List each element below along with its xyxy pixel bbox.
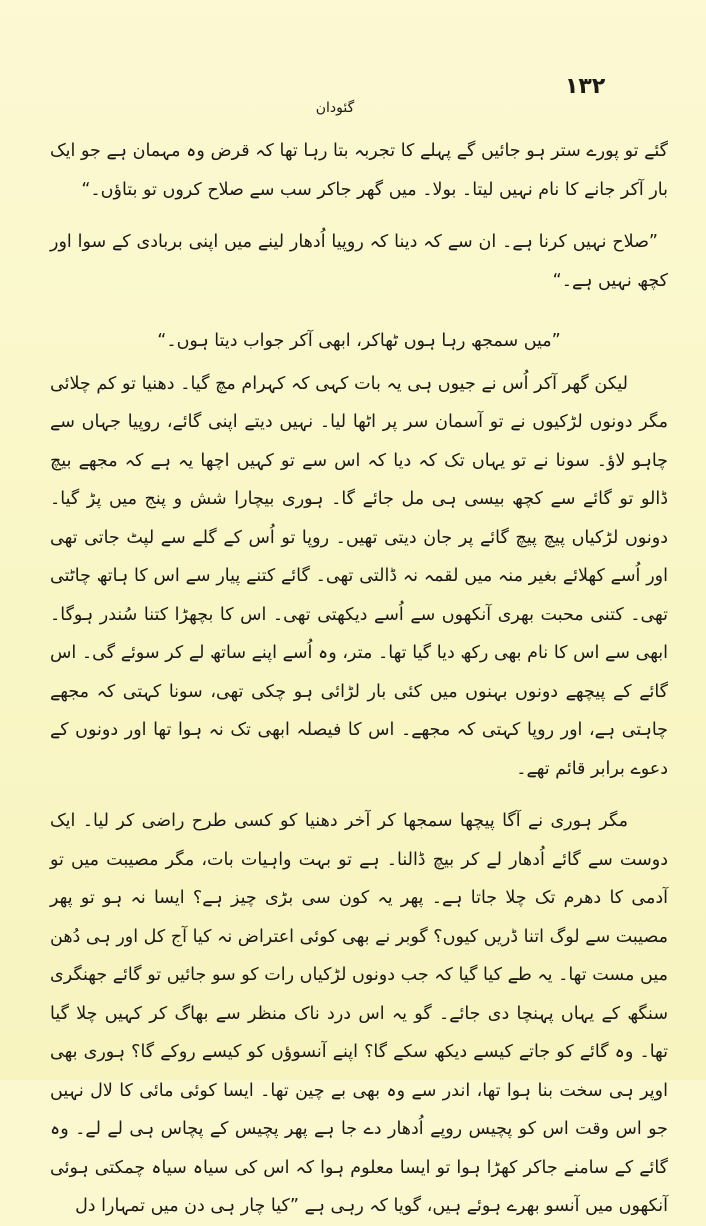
running-head: گئودان	[315, 100, 355, 116]
paragraph-5: مگر ہوری نے آگا پیچھا سمجھا کر آخر دھنیا کو کسی طرح راضی کر لیا۔ ایک دوست سے گائے اُدھار لے کر بیچ ڈالنا۔ ہے تو بہت واہیات بات، مگر مصیبت میں تو آدمی کا دھرم تک چلا جاتا ہے۔ پھر یہ کون سی بڑی چیز ہے؟ ایسا نہ ہو تو پھر مصیبت سے لوگ اتنا ڈریں کیوں؟ گوبر نے بھی کوئی اعتراض نہ کیا آج کل اور ہی دُھن میں مست تھا۔ یہ طے کیا گیا کہ جب دونوں لڑکیاں رات کو سو جائیں تو گائے جھنگری سنگھ کے یہاں پہنچا دی جائے۔ گو یہ اس درد ناک منظر سے بھاگ کر کہیں چلا گیا تھا۔ وہ گائے کو جاتے کیسے دیکھ سکے گا؟ اپنے آنسوؤں کو کیسے روکے گا؟ ہوری بھی اوپر ہی سخت بنا ہوا تھا، اندر سے وہ بھی بے چین تھا۔ ایسا کوئی مائی کا لال نہیں جو اس وقت اس کو پچیس روپے اُدھار دے جا ہے پھر پچیس کے پچاس ہی لے لے۔ وہ گائے کے سامنے جاکر کھڑا ہوا تو ایسا معلوم ہوا کہ اس کی سیاہ سیاہ چمکتی ہوئی آنکھوں میں آنسو بھرے ہوئے ہیں، گویا کہ رہی ہے ”کیا چار ہی دن میں تمہارا دل	[50, 811, 668, 1216]
page-number: ١٣٢	[565, 74, 606, 99]
paragraph-3: ”میں سمجھ رہا ہوں ٹھاکر، ابھی آکر جواب دیتا ہوں۔“	[157, 331, 561, 351]
paragraph-1: گئے تو پورے ستر ہو جائیں گے پہلے کا تجربہ بتا رہا تھا کہ قرض وہ مہمان ہے جو ایک بار آکر جانے کا نام نہیں لیتا۔ بولا۔ میں گھر جاکر سب سے صلاح کروں تو بتاؤں۔“	[50, 141, 668, 200]
paragraph-2: ”صلاح نہیں کرنا ہے۔ ان سے کہ دینا کہ روپیا اُدھار لینے میں اپنی بربادی کے سوا اور کچھ نہیں ہے۔“	[50, 232, 668, 291]
page-body	[50, 128, 668, 1216]
paragraph-4: لیکن گھر آکر اُس نے جیوں ہی یہ بات کہی کہ کہرام مچ گیا۔ دھنیا تو کم چلائی مگر دونوں لڑکیوں نے تو آسمان سر پر اٹھا لیا۔ نہیں دیتے اپنی گائے، روپیا جہاں سے چاہو لاؤ۔ سونا نے تو یہاں تک کہ دیا کہ اس سے تو کہیں اچھا یہ ہے کہ مجھے بیچ ڈالو تو گائے سے کچھ بیسی ہی مل جائے گا۔ ہوری بیچارا شش و پنج میں پڑ گیا۔ دونوں لڑکیاں پیچ پیچ گائے پر جان دیتی تھیں۔ روپا تو اُس کے گلے سے لپٹ جاتی تھی اور اُسے کھلائے بغیر منہ میں لقمہ نہ ڈالتی تھی۔ گائے کتنے پیار سے اس کا ہاتھ چاٹتی تھی۔ کتنی محبت بھری آنکھوں سے اُسے دیکھتی تھی۔ اس کا بچھڑا کتنا سُندر ہوگا۔ ابھی سے اس کا نام بھی رکھ دیا گیا تھا۔ متر، وہ اُسے اپنے ساتھ لے کر سوئے گی۔ اس گائے کے پیچھے دونوں بہنوں میں کئی بار لڑائی ہو چکی تھی، سونا کہتی کہ مجھے چاہتی ہے، اور روپا کہتی کہ مجھے۔ اس کا فیصلہ ابھی تک نہ ہوا تھا اور دونوں کے دعوے برابر قائم تھے۔	[50, 373, 668, 779]
